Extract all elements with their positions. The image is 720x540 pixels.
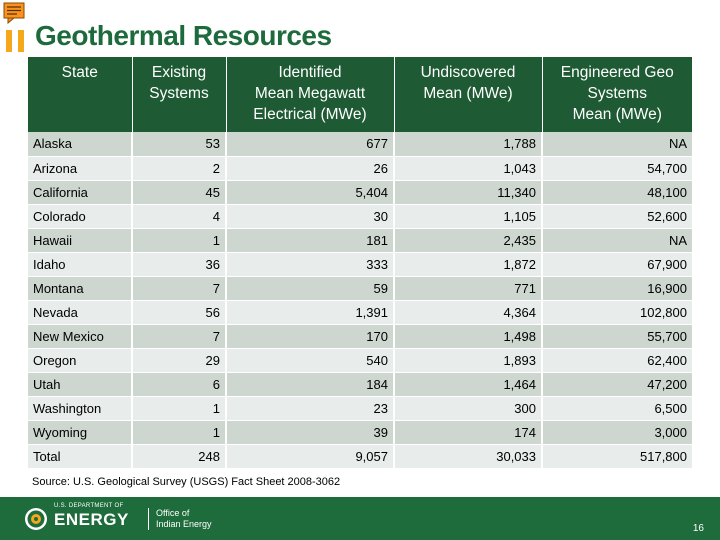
value-cell: 2 (132, 156, 226, 180)
value-cell: 1,893 (394, 348, 542, 372)
column-header-line: State (61, 64, 98, 81)
value-cell: 2,435 (394, 228, 542, 252)
value-cell: 677 (226, 132, 394, 156)
value-cell: 1,391 (226, 300, 394, 324)
value-cell: 11,340 (394, 180, 542, 204)
value-cell: 39 (226, 420, 394, 444)
table-row (28, 252, 692, 276)
value-cell: 1,788 (394, 132, 542, 156)
doe-seal-icon (24, 507, 48, 531)
column-header-line: Mean Megawatt (254, 85, 366, 102)
value-cell: 45 (132, 180, 226, 204)
value-cell: 7 (132, 324, 226, 348)
title-accent-bar-2 (18, 30, 24, 52)
table-body (28, 132, 692, 468)
value-cell: 56 (132, 300, 226, 324)
footer-office-label (156, 508, 212, 530)
footer-energy-label: ENERGY (54, 510, 129, 529)
value-cell: 6,500 (542, 396, 692, 420)
footer-divider (148, 508, 149, 530)
state-cell: Oregon (28, 348, 132, 372)
value-cell: 30,033 (394, 444, 542, 468)
table-row (28, 132, 692, 156)
value-cell: 1,872 (394, 252, 542, 276)
column-header-line: Electrical (MWe) (253, 106, 367, 123)
value-cell: NA (542, 228, 692, 252)
value-cell: 333 (226, 252, 394, 276)
value-cell: 36 (132, 252, 226, 276)
column-header-line: Systems (149, 85, 209, 102)
table-row (28, 300, 692, 324)
value-cell: 7 (132, 276, 226, 300)
table-row (28, 348, 692, 372)
table-row (28, 180, 692, 204)
table-row (28, 276, 692, 300)
title-accent-bar (6, 30, 12, 52)
state-cell: Nevada (28, 300, 132, 324)
state-cell: Idaho (28, 252, 132, 276)
state-cell: Montana (28, 276, 132, 300)
footer-bar (0, 497, 720, 540)
state-cell: Washington (28, 396, 132, 420)
value-cell: 55,700 (542, 324, 692, 348)
column-header-line: Engineered Geo (560, 64, 674, 81)
page-title: Geothermal Resources (35, 20, 332, 51)
table-row (28, 228, 692, 252)
value-cell: 540 (226, 348, 394, 372)
state-cell: Utah (28, 372, 132, 396)
value-cell: 181 (226, 228, 394, 252)
table-row (28, 396, 692, 420)
column-header-line: Undiscovered (420, 64, 516, 81)
value-cell: 1 (132, 228, 226, 252)
table-row (28, 156, 692, 180)
column-header-line: Systems (587, 85, 647, 102)
value-cell: 54,700 (542, 156, 692, 180)
value-cell: 1,498 (394, 324, 542, 348)
value-cell: 3,000 (542, 420, 692, 444)
geothermal-table (28, 57, 692, 469)
page-number: 16 (692, 523, 704, 534)
footer-dept-label: U.S. DEPARTMENT OF (54, 503, 124, 509)
footer-office-line1: Office of (156, 508, 190, 518)
value-cell: 6 (132, 372, 226, 396)
value-cell: 52,600 (542, 204, 692, 228)
value-cell: 16,900 (542, 276, 692, 300)
value-cell: 184 (226, 372, 394, 396)
value-cell: 102,800 (542, 300, 692, 324)
value-cell: 1,464 (394, 372, 542, 396)
value-cell: 174 (394, 420, 542, 444)
value-cell: 300 (394, 396, 542, 420)
state-cell: Total (28, 444, 132, 468)
table-row (28, 372, 692, 396)
state-cell: Hawaii (28, 228, 132, 252)
value-cell: 1,105 (394, 204, 542, 228)
comment-icon[interactable] (3, 2, 25, 24)
state-cell: Arizona (28, 156, 132, 180)
value-cell: 517,800 (542, 444, 692, 468)
value-cell: 4,364 (394, 300, 542, 324)
value-cell: 30 (226, 204, 394, 228)
value-cell: 9,057 (226, 444, 394, 468)
column-header (28, 57, 132, 132)
state-cell: New Mexico (28, 324, 132, 348)
value-cell: 62,400 (542, 348, 692, 372)
value-cell: 47,200 (542, 372, 692, 396)
value-cell: 1 (132, 396, 226, 420)
table-row (28, 204, 692, 228)
value-cell: 4 (132, 204, 226, 228)
table-row (28, 444, 692, 468)
value-cell: 248 (132, 444, 226, 468)
column-header-line: Mean (MWe) (572, 106, 662, 123)
value-cell: 26 (226, 156, 394, 180)
table-header-row (28, 57, 692, 132)
value-cell: 67,900 (542, 252, 692, 276)
source-note: Source: U.S. Geological Survey (USGS) Fact Sheet 2008-3062 (32, 476, 341, 488)
table-row (28, 420, 692, 444)
state-cell: California (28, 180, 132, 204)
value-cell: 1,043 (394, 156, 542, 180)
table-row (28, 324, 692, 348)
footer-office-line2: Indian Energy (156, 519, 212, 529)
value-cell: 1 (132, 420, 226, 444)
column-header (132, 57, 226, 132)
value-cell: 170 (226, 324, 394, 348)
column-header-line: Identified (278, 64, 342, 81)
column-header (394, 57, 542, 132)
value-cell: 59 (226, 276, 394, 300)
value-cell: 771 (394, 276, 542, 300)
column-header (542, 57, 692, 132)
value-cell: 48,100 (542, 180, 692, 204)
value-cell: 29 (132, 348, 226, 372)
value-cell: 5,404 (226, 180, 394, 204)
value-cell: 23 (226, 396, 394, 420)
column-header-line: Existing (151, 64, 207, 81)
state-cell: Colorado (28, 204, 132, 228)
column-header (226, 57, 394, 132)
column-header-line: Mean (MWe) (423, 85, 513, 102)
state-cell: Wyoming (28, 420, 132, 444)
value-cell: NA (542, 132, 692, 156)
value-cell: 53 (132, 132, 226, 156)
state-cell: Alaska (28, 132, 132, 156)
